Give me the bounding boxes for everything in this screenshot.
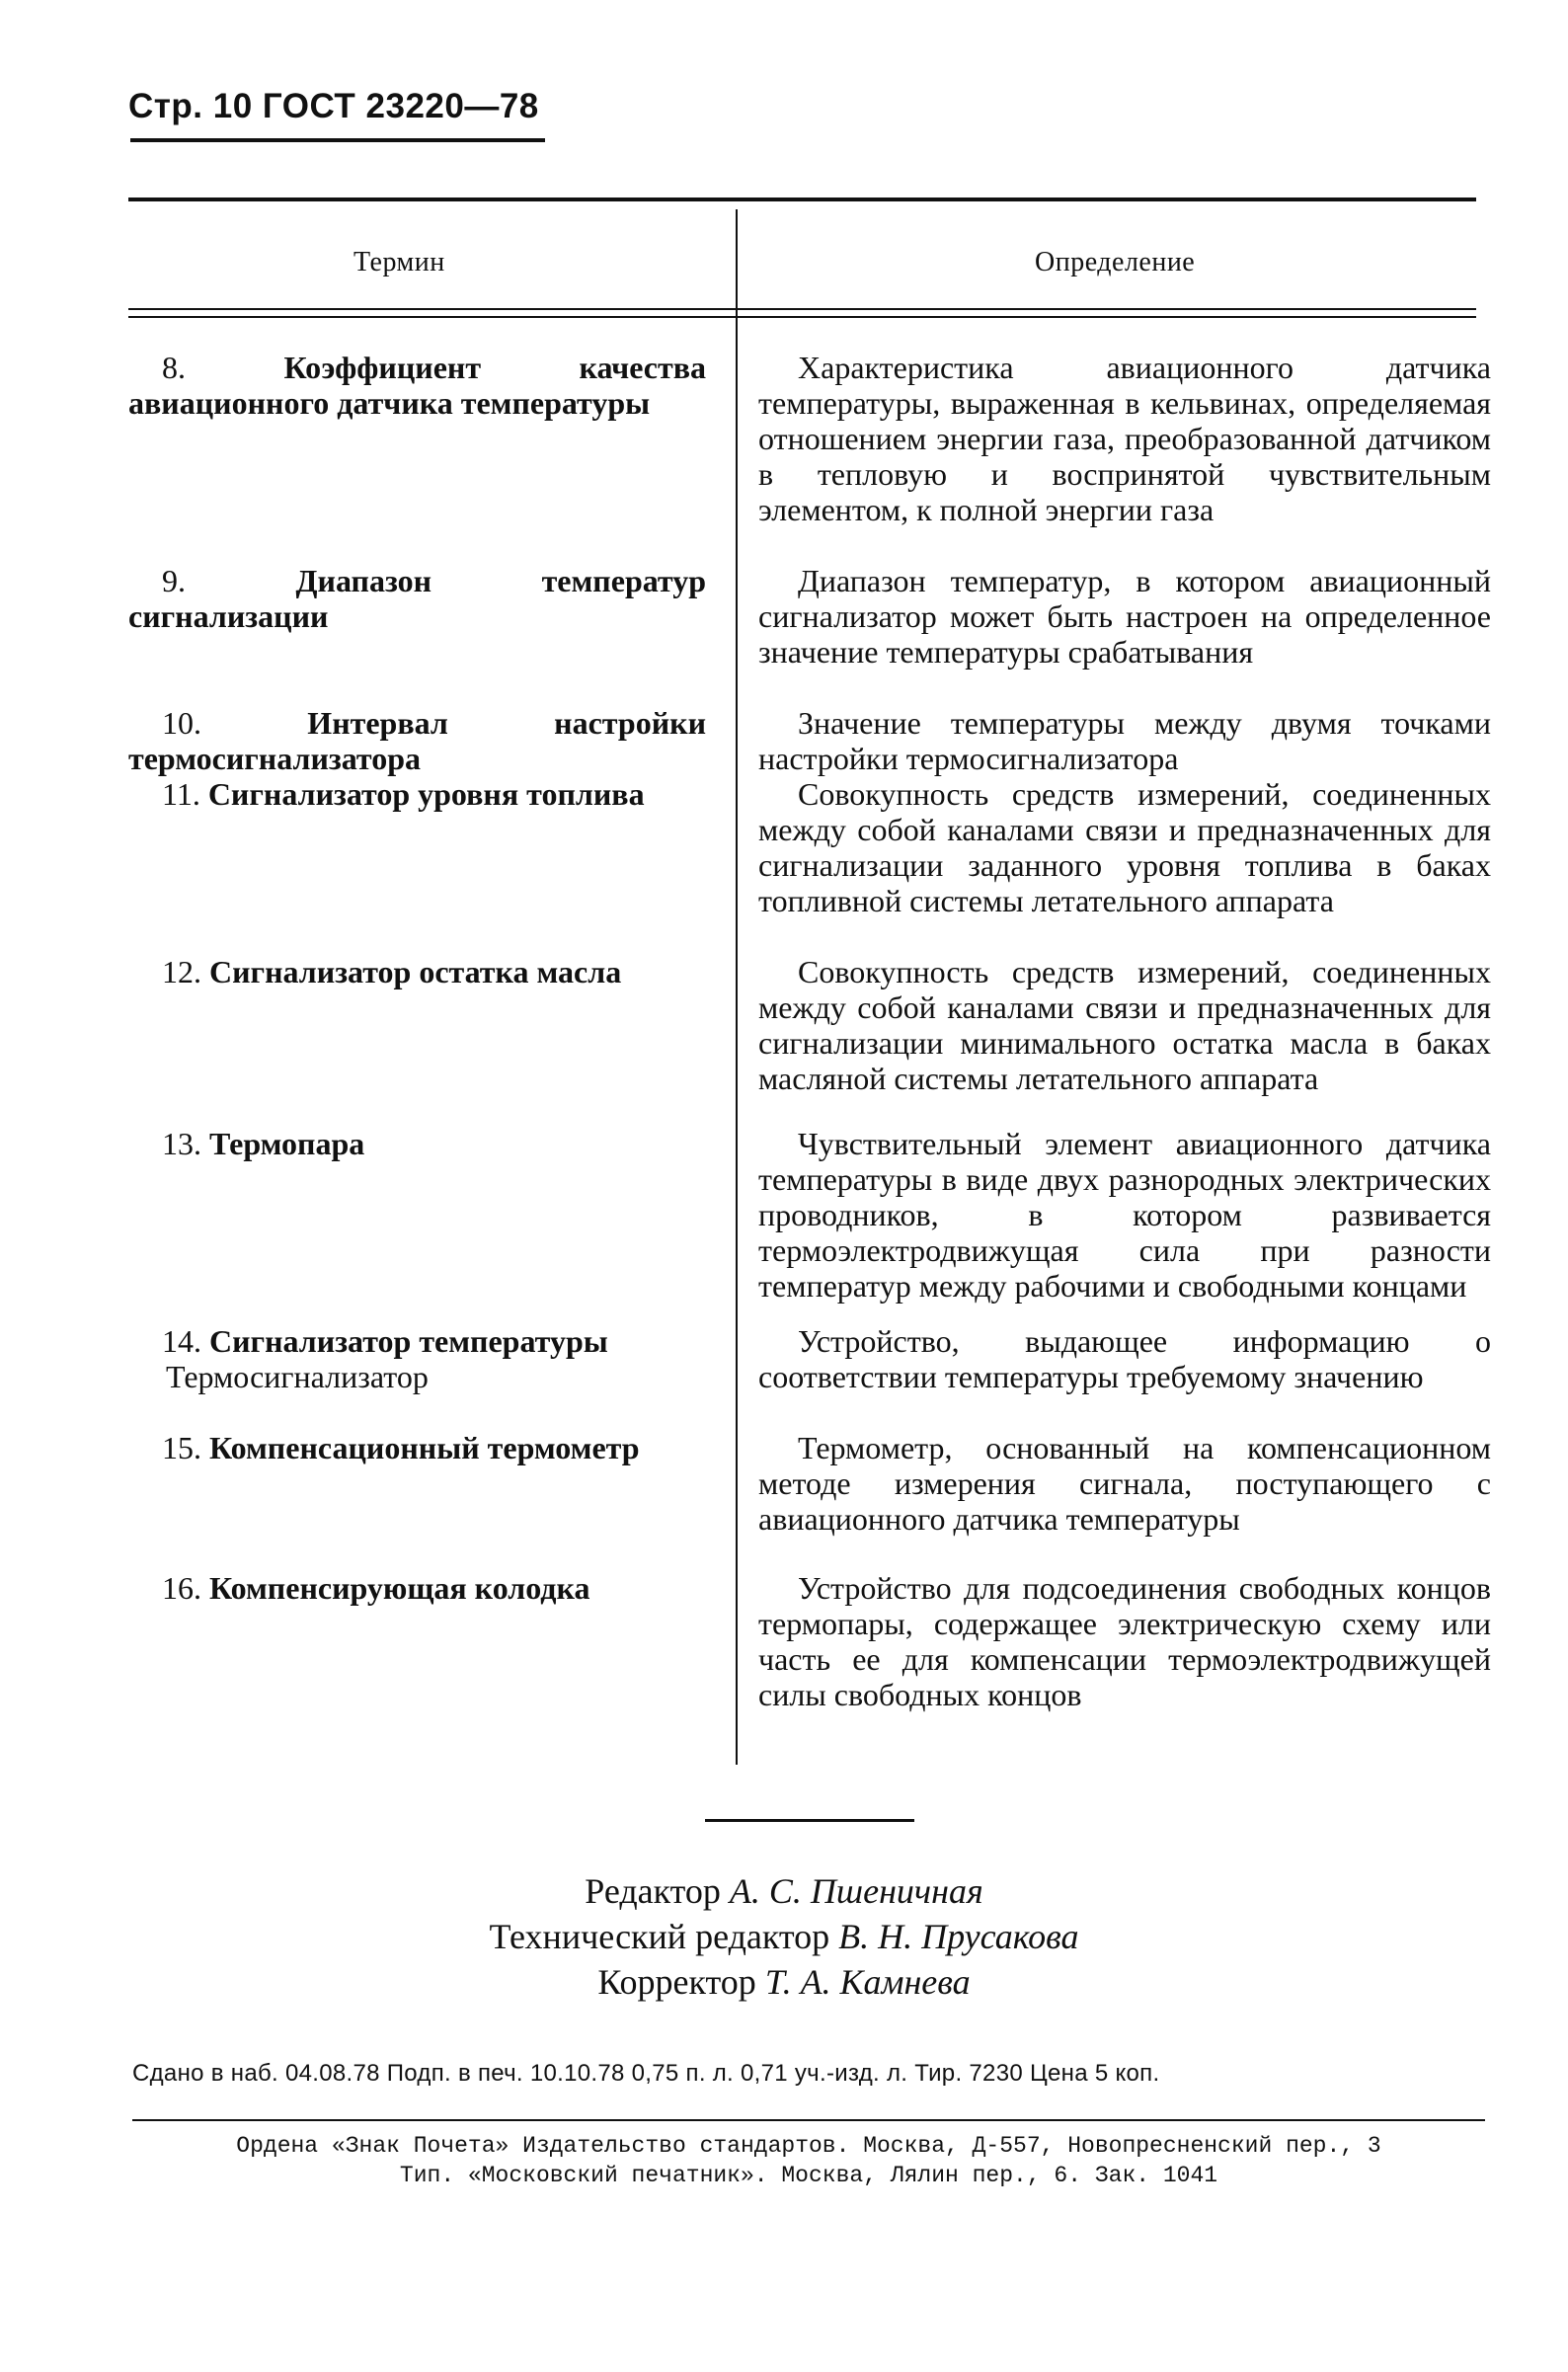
header-rule-upper (128, 308, 1476, 310)
credits-block (0, 1868, 1568, 2005)
term-12: 12. Сигнализатор остатка масла (162, 954, 622, 989)
definition-9: Диапазон температур, в котором авиационный сигнализатор может быть настроен на определенное значение температуры срабатывания (758, 563, 1491, 670)
term-16: 16. Компенсирующая колодка (162, 1570, 590, 1606)
publisher-line-1: Ордена «Знак Почета» Издательство стандартов. Москва, Д-557, Новопресненский пер., 3 (236, 2133, 1381, 2159)
credit-tech-editor: Технический редактор В. Н. Прусакова (489, 1917, 1079, 1956)
definition-10: Значение температуры между двумя точками настройки термосигнализатора (758, 705, 1491, 776)
credit-corrector: Корректор Т. А. Камнева (597, 1962, 971, 2002)
column-header-term: Термин (353, 247, 445, 277)
definition-16: Устройство для подсоединения свободных концов термопары, содержащее электрическую схему или часть ее для компенсации термоэлектродвижущей силы свободных концов (758, 1570, 1491, 1712)
term-11: 11. Сигнализатор уровня топлива (162, 776, 645, 812)
header-rule-lower (128, 316, 1476, 318)
separator-rule (705, 1819, 914, 1822)
definition-12: Совокупность средств измерений, соединенных между собой каналами связи и предназначенных для сигнализации минимального остатка масла в баках масляной системы летательного аппарата (758, 954, 1491, 1096)
page-header: Стр. 10 ГОСТ 23220—78 (128, 87, 539, 125)
imprint-rule (132, 2119, 1485, 2121)
term-15: 15. Компенсационный термометр (162, 1430, 640, 1465)
publisher-line-2: Тип. «Московский печатник». Москва, Лялин пер., 6. Зак. 1041 (399, 2163, 1218, 2188)
term-8: 8. Коэффициент качества авиационного датчика температуры (128, 350, 707, 421)
definition-8: Характеристика авиационного датчика температуры, выраженная в кельвинах, определяемая отношением энергии газа, преобразованной датчиком в тепловую и воспринятой чувствительным элементом, к полной энергии газа (758, 350, 1491, 527)
definition-11: Совокупность средств измерений, соединенных между собой каналами связи и предназначенных для сигнализации заданного уровня топлива в баках топливной системы летательного аппарата (758, 776, 1491, 918)
print-imprint: Сдано в наб. 04.08.78 Подп. в печ. 10.10.78 0,75 п. л. 0,71 уч.-изд. л. Тир. 7230 Цена 5 коп. (132, 2060, 1160, 2087)
column-divider (736, 209, 738, 1765)
publisher-info (132, 2131, 1485, 2190)
term-9: 9. Диапазон температур сигнализации (128, 563, 706, 634)
definition-15: Термометр, основанный на компенсационном методе измерения сигнала, поступающего с авиационного датчика температуры (758, 1430, 1491, 1537)
term-14-synonym: Термосигнализатор (166, 1359, 429, 1394)
credit-editor: Редактор А. С. Пшеничная (585, 1871, 983, 1911)
term-13: 13. Термопара (162, 1126, 365, 1161)
term-10: 10. Интервал настройки термосигнализатора (128, 705, 707, 776)
header-rule (130, 138, 545, 142)
definition-14: Устройство, выдающее информацию о соответствии температуры требуемому значению (758, 1323, 1491, 1394)
table-top-rule (128, 198, 1476, 201)
column-header-definition: Определение (1035, 247, 1196, 277)
definition-13: Чувствительный элемент авиационного датчика температуры в виде двух разнородных электрических проводников, в котором развивается термоэлектродвижущая сила при разности температур между рабочими и свободными концами (758, 1126, 1491, 1304)
term-14: 14. Сигнализатор температуры Термосигнализатор (128, 1323, 706, 1394)
